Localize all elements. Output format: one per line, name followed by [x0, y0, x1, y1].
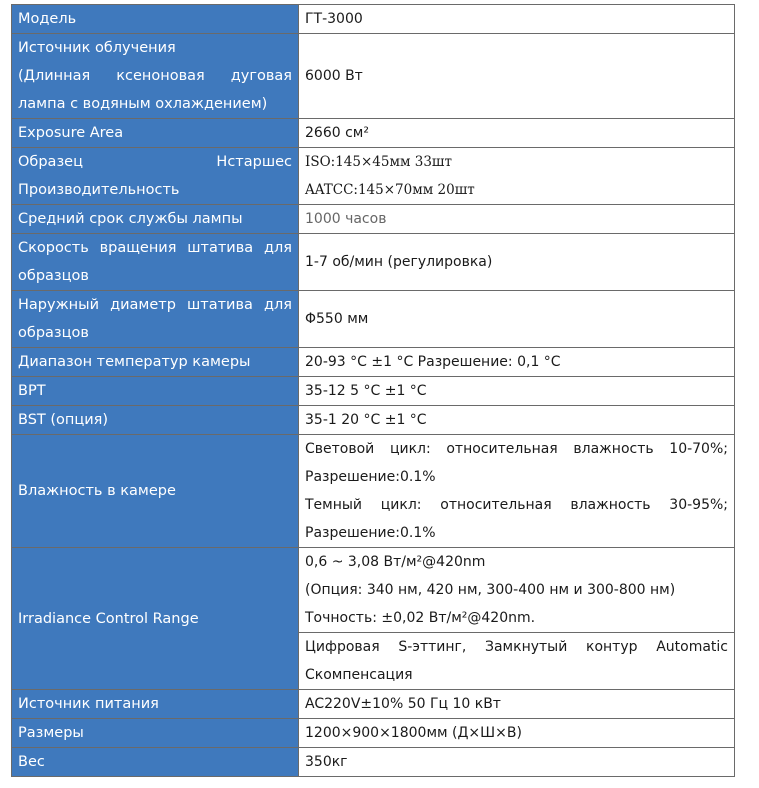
row-value — [299, 548, 735, 633]
label-line: лампа с водяным охлаждением) — [18, 96, 268, 112]
label-line: Производительность — [18, 182, 180, 198]
row-value: Φ550 мм — [299, 291, 735, 348]
table-row — [12, 205, 735, 234]
row-value: 1-7 об/мин (регулировка) — [299, 234, 735, 291]
row-label: BPT — [12, 377, 299, 406]
row-value: 2660 см² — [299, 119, 735, 148]
label-line: образцов — [18, 325, 89, 341]
value-line: Разрешение:0.1% — [305, 525, 436, 541]
row-label: BST (опция) — [12, 406, 299, 435]
label-line: (Длинная ксеноновая дуговая — [18, 68, 292, 84]
row-value — [299, 435, 735, 548]
table-row — [12, 148, 735, 205]
row-value: 35-1 20 °C ±1 °C — [299, 406, 735, 435]
row-label: Диапазон температур камеры — [12, 348, 299, 377]
row-value: 1000 часов — [299, 205, 735, 234]
table-row — [12, 5, 735, 34]
value-line: ISO:145×45мм 33шт — [305, 154, 452, 170]
row-value: 20-93 °C ±1 °C Разрешение: 0,1 °C — [299, 348, 735, 377]
table-row — [12, 234, 735, 291]
table-row — [12, 34, 735, 119]
row-value — [299, 633, 735, 690]
row-label: Влажность в камере — [12, 435, 299, 548]
value-line: Цифровая S-эттинг, Замкнутый контур Automatic — [305, 639, 728, 655]
table-row — [12, 348, 735, 377]
row-value: ГТ-3000 — [299, 5, 735, 34]
label-line: Наружный диаметр штатива для — [18, 297, 292, 313]
value-line: 0,6 ~ 3,08 Вт/м²@420nm — [305, 554, 486, 570]
table-row — [12, 548, 735, 633]
row-label: Exposure Area — [12, 119, 299, 148]
row-label: Источник питания — [12, 690, 299, 719]
value-line: Скомпенсация — [305, 667, 413, 683]
value-line: Темный цикл: относительная влажность 30-95%; — [305, 497, 728, 513]
value-line: Точность: ±0,02 Вт/м²@420nm. — [305, 610, 536, 626]
row-value: 350кг — [299, 748, 735, 777]
row-value: 6000 Вт — [299, 34, 735, 119]
row-label: Irradiance Control Range — [12, 548, 299, 690]
row-label: Модель — [12, 5, 299, 34]
row-value: 1200×900×1800мм (Д×Ш×В) — [299, 719, 735, 748]
label-line: Скорость вращения штатива для — [18, 240, 292, 256]
row-label — [12, 148, 299, 205]
value-line: AATCC:145×70мм 20шт — [305, 182, 475, 198]
row-label: Размеры — [12, 719, 299, 748]
spec-table — [11, 4, 735, 777]
row-label: Вес — [12, 748, 299, 777]
row-label — [12, 234, 299, 291]
label-line: образцов — [18, 268, 89, 284]
table-row — [12, 119, 735, 148]
table-row — [12, 748, 735, 777]
row-label: Средний срок службы лампы — [12, 205, 299, 234]
value-line: (Опция: 340 нм, 420 нм, 300-400 нм и 300-800 нм) — [305, 582, 676, 598]
table-row — [12, 719, 735, 748]
table-row — [12, 435, 735, 548]
label-line: Образец Нстаршес — [18, 154, 292, 170]
row-value: 35-12 5 °C ±1 °C — [299, 377, 735, 406]
table-row — [12, 690, 735, 719]
row-value — [299, 148, 735, 205]
table-row — [12, 406, 735, 435]
row-label — [12, 34, 299, 119]
label-line: Источник облучения — [18, 40, 176, 56]
value-line: Световой цикл: относительная влажность 10-70%; — [305, 441, 728, 457]
value-line: Разрешение:0.1% — [305, 469, 436, 485]
row-label — [12, 291, 299, 348]
table-row — [12, 377, 735, 406]
row-value: AC220V±10% 50 Гц 10 кВт — [299, 690, 735, 719]
table-row — [12, 291, 735, 348]
